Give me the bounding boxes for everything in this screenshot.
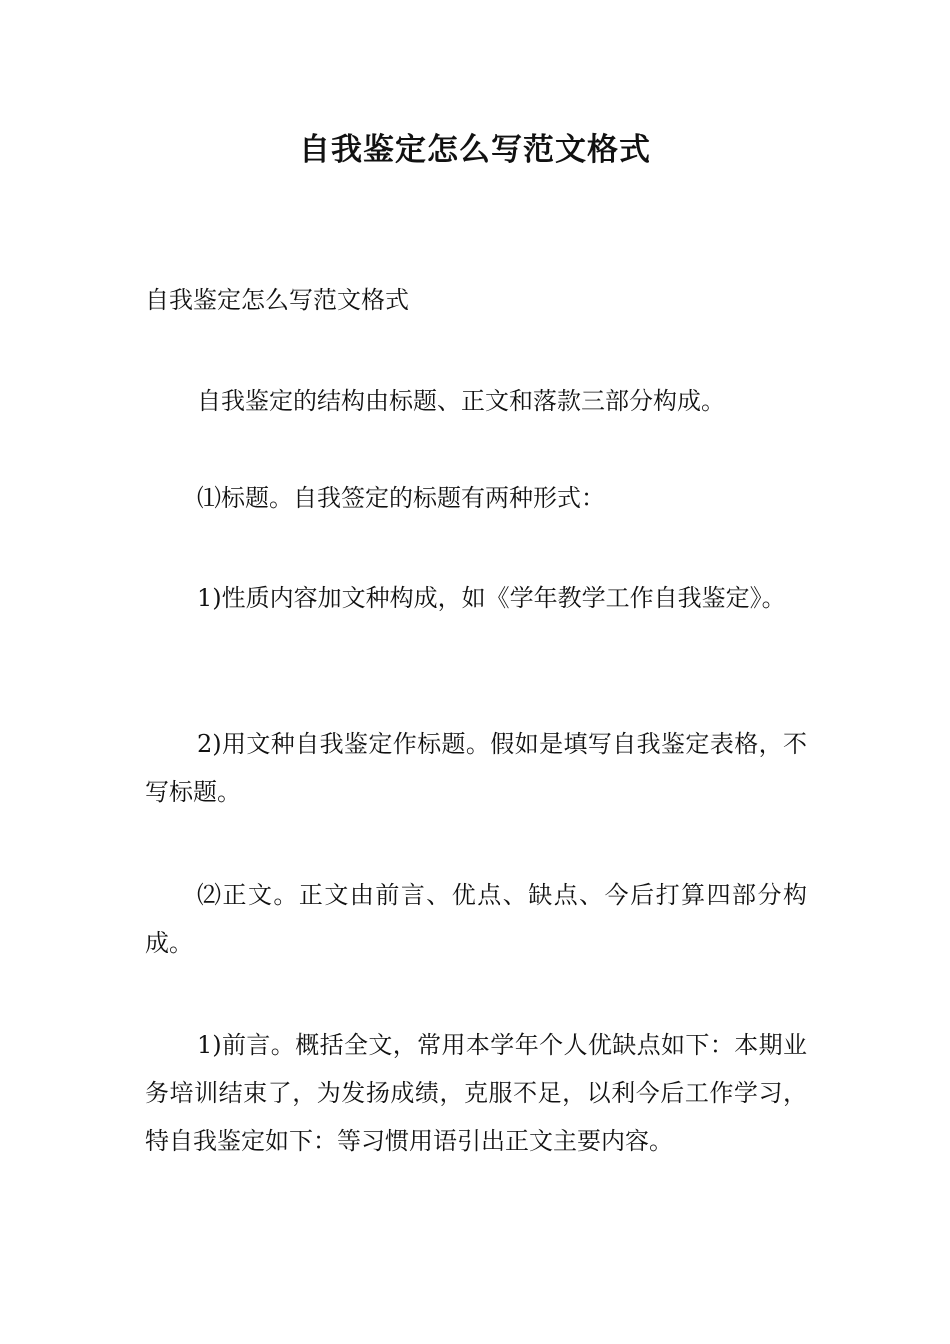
paragraph-title-form-2: 2)用文种自我鉴定作标题。假如是填写自我鉴定表格，不写标题。 [145,730,807,806]
paragraph-title-form-1: 1)性质内容加文种构成，如《学年教学工作自我鉴定》。 [197,584,786,612]
paragraph-title-section: ⑴标题。自我签定的标题有两种形式： [197,484,605,512]
paragraph-structure: 自我鉴定的结构由标题、正文和落款三部分构成。 [197,387,725,415]
paragraph-preface: 1)前言。概括全文，常用本学年个人优缺点如下：本期业务培训结束了，为发扬成绩，克服不足，以利今后工作学习，特自我鉴定如下：等习惯用语引出正文主要内容。 [145,1031,807,1155]
subtitle-paragraph: 自我鉴定怎么写范文格式 [145,286,409,314]
paragraph-body-section: ⑵正文。正文由前言、优点、缺点、今后打算四部分构成。 [145,881,807,957]
document-title: 自我鉴定怎么写范文格式 [299,132,651,168]
